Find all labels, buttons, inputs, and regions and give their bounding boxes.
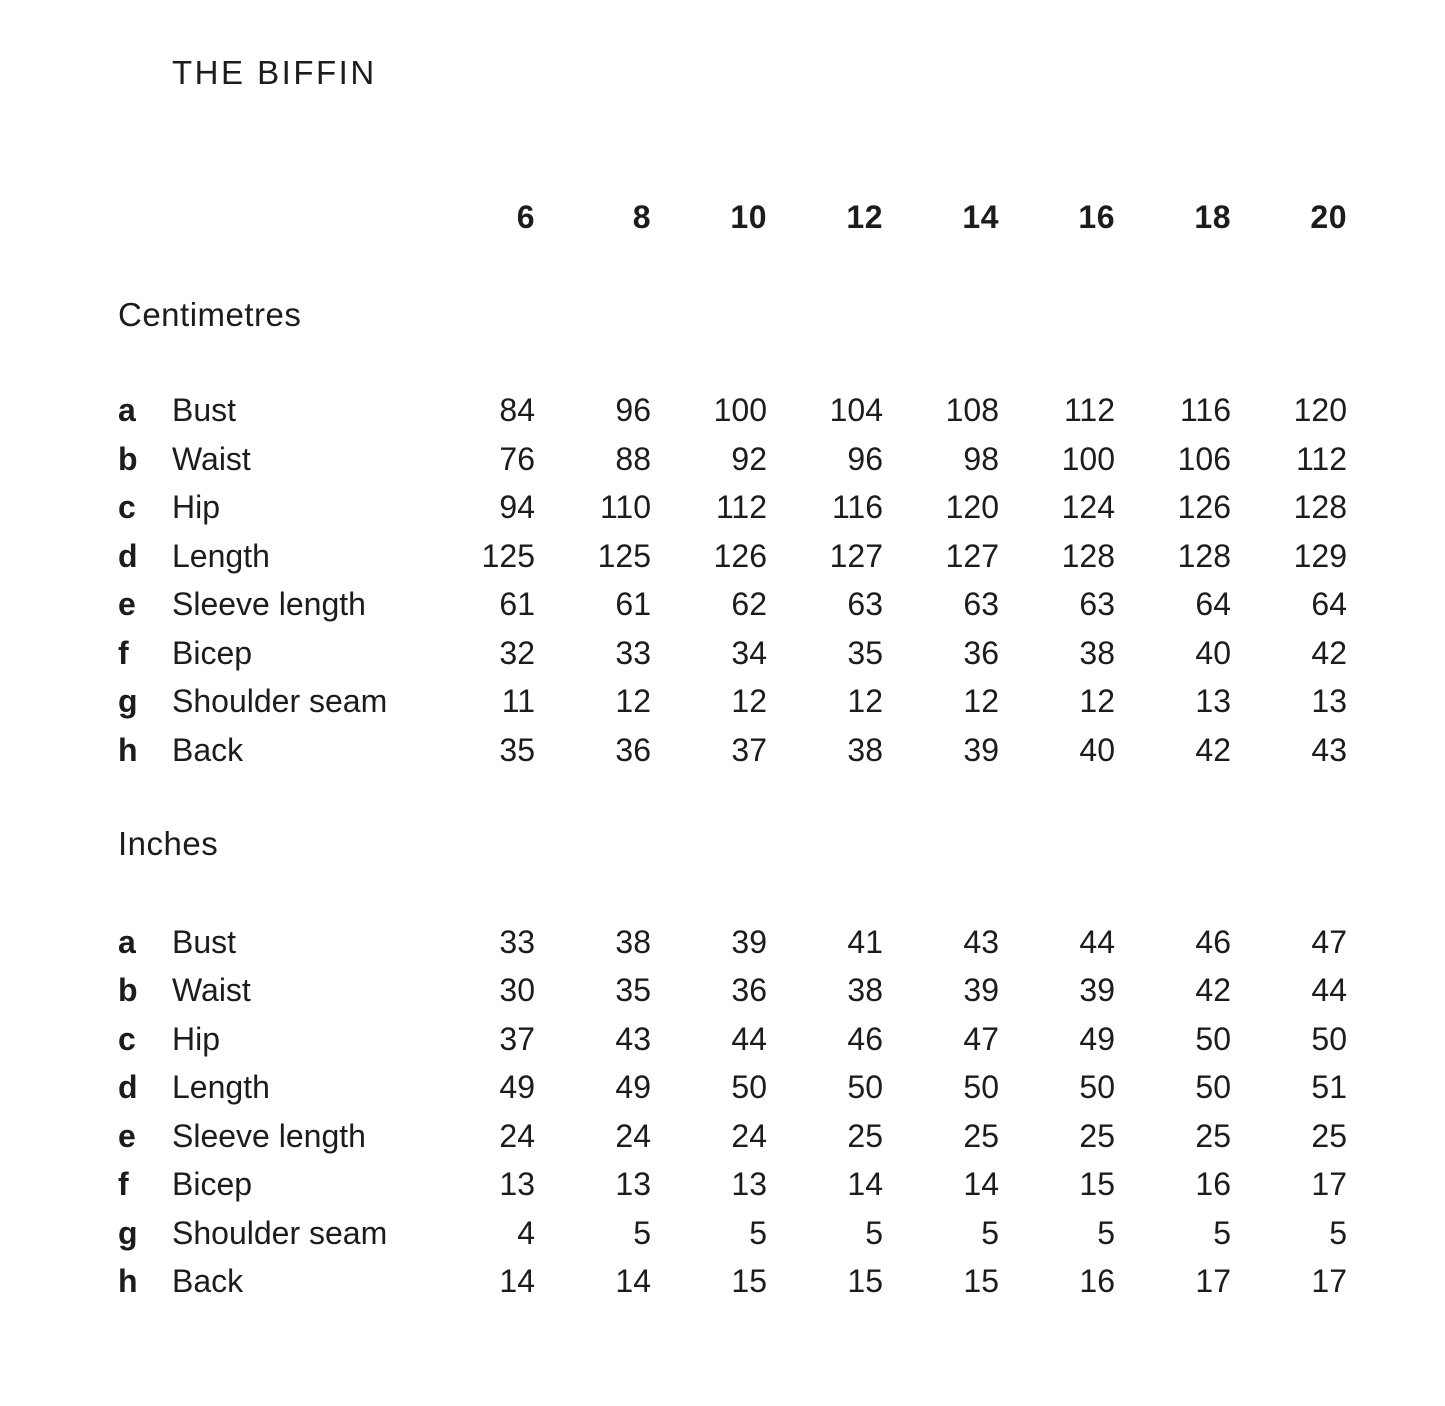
measurement-value: 34 [731, 634, 767, 671]
measurement-row [118, 918, 1445, 967]
measurement-row [118, 1015, 1445, 1064]
measurement-value: 96 [847, 440, 883, 477]
measurement-value: 43 [1311, 731, 1347, 768]
size-column-header: 10 [730, 199, 767, 235]
measurement-value: 43 [963, 923, 999, 960]
section-label: Inches [118, 825, 219, 862]
measurement-value: 25 [1195, 1117, 1231, 1154]
row-label: Bicep [172, 1166, 253, 1202]
measurement-value: 24 [731, 1117, 767, 1154]
measurement-value: 49 [615, 1069, 651, 1105]
measurement-value: 25 [847, 1117, 883, 1154]
measurement-value: 39 [963, 972, 999, 1008]
measurement-value: 38 [847, 731, 883, 768]
row-label: Sleeve length [172, 586, 366, 622]
measurement-value: 33 [499, 923, 535, 960]
measurement-value: 15 [963, 1263, 999, 1299]
measurement-value: 126 [713, 537, 767, 574]
measurement-value: 46 [847, 1020, 883, 1057]
measurement-value: 98 [963, 440, 999, 477]
row-label: Length [172, 537, 270, 574]
measurement-value: 49 [1079, 1020, 1115, 1057]
measurement-value: 47 [1311, 923, 1347, 960]
measurement-row [118, 1209, 1445, 1258]
measurement-value: 36 [731, 972, 767, 1008]
measurement-value: 126 [1177, 489, 1231, 525]
row-letter: d [118, 1069, 138, 1105]
row-letter: b [118, 972, 138, 1008]
measurement-value: 124 [1061, 489, 1115, 525]
measurement-value: 104 [829, 392, 883, 428]
measurement-row [118, 386, 1445, 435]
measurement-value: 17 [1311, 1166, 1347, 1202]
measurement-value: 46 [1195, 923, 1231, 960]
measurement-row [118, 483, 1445, 532]
measurement-row [118, 532, 1445, 581]
measurement-value: 39 [963, 731, 999, 768]
measurement-value: 13 [499, 1166, 535, 1202]
measurement-row [118, 677, 1445, 726]
measurement-value: 32 [499, 634, 535, 671]
measurement-value: 108 [945, 392, 999, 428]
row-label: Bust [172, 392, 237, 428]
measurement-value: 13 [615, 1166, 651, 1202]
measurement-value: 14 [963, 1166, 999, 1202]
size-column-header: 6 [516, 199, 535, 235]
row-letter: g [118, 683, 138, 719]
measurement-value: 16 [1079, 1263, 1115, 1299]
measurement-value: 12 [615, 683, 651, 719]
row-letter: h [118, 731, 138, 768]
row-letter: a [118, 923, 136, 960]
measurement-value: 36 [963, 634, 999, 671]
measurement-value: 35 [847, 634, 883, 671]
measurement-value: 11 [501, 683, 535, 719]
row-letter: f [118, 634, 129, 671]
measurement-value: 61 [615, 586, 651, 622]
row-label: Bust [172, 923, 237, 960]
measurement-value: 47 [963, 1020, 999, 1057]
measurement-value: 44 [731, 1020, 767, 1057]
measurement-value: 128 [1177, 537, 1231, 574]
row-label: Hip [172, 489, 221, 525]
measurement-value: 5 [749, 1214, 767, 1251]
measurement-value: 50 [1195, 1020, 1231, 1057]
section-centimetres [118, 291, 1445, 775]
measurement-rows [118, 386, 1445, 774]
measurement-value: 12 [1079, 683, 1115, 719]
measurement-value: 24 [615, 1117, 651, 1154]
measurement-value: 43 [615, 1020, 651, 1057]
measurement-value: 125 [597, 537, 651, 574]
measurement-value: 64 [1311, 586, 1347, 622]
size-chart [118, 291, 1445, 1306]
size-column-header: 18 [1194, 199, 1231, 235]
measurement-row [118, 726, 1445, 775]
row-letter: e [118, 1117, 136, 1154]
row-letter: h [118, 1263, 138, 1299]
row-label: Back [172, 731, 244, 768]
measurement-value: 25 [1311, 1117, 1347, 1154]
measurement-value: 116 [831, 489, 883, 525]
measurement-value: 37 [731, 731, 767, 768]
measurement-value: 40 [1195, 634, 1231, 671]
row-letter: a [118, 392, 136, 428]
measurement-value: 12 [847, 683, 883, 719]
measurement-value: 16 [1195, 1166, 1231, 1202]
measurement-value: 15 [847, 1263, 883, 1299]
row-label: Waist [172, 440, 251, 477]
row-label: Length [172, 1069, 270, 1105]
measurement-value: 112 [715, 489, 767, 525]
measurement-row [118, 629, 1445, 678]
measurement-value: 106 [1177, 440, 1231, 477]
measurement-value: 33 [615, 634, 651, 671]
measurement-value: 50 [1195, 1069, 1231, 1105]
measurement-value: 62 [731, 586, 767, 622]
page-title: THE BIFFIN [172, 54, 377, 91]
row-letter: g [118, 1214, 138, 1251]
section-label: Centimetres [118, 295, 302, 333]
measurement-value: 13 [1195, 683, 1231, 719]
measurement-value: 50 [963, 1069, 999, 1105]
measurement-value: 25 [963, 1117, 999, 1154]
measurement-value: 44 [1311, 972, 1347, 1008]
measurement-value: 5 [633, 1214, 651, 1251]
measurement-value: 42 [1195, 731, 1231, 768]
measurement-value: 94 [499, 489, 535, 525]
measurement-value: 35 [499, 731, 535, 768]
measurement-value: 88 [615, 440, 651, 477]
measurement-value: 17 [1311, 1263, 1347, 1299]
measurement-value: 44 [1079, 923, 1115, 960]
measurement-value: 84 [499, 392, 535, 428]
measurement-value: 24 [499, 1117, 535, 1154]
measurement-value: 50 [731, 1069, 767, 1105]
measurement-value: 50 [847, 1069, 883, 1105]
size-column-header: 8 [632, 199, 651, 235]
measurement-value: 39 [731, 923, 767, 960]
row-label: Shoulder seam [172, 1214, 388, 1251]
measurement-value: 120 [1293, 392, 1347, 428]
section-inches [118, 820, 1445, 1306]
measurement-rows [118, 918, 1445, 1306]
size-column-header: 14 [962, 199, 999, 235]
measurement-value: 13 [731, 1166, 767, 1202]
measurement-value: 35 [615, 972, 651, 1008]
row-letter: b [118, 440, 138, 477]
measurement-row [118, 966, 1445, 1015]
measurement-value: 14 [847, 1166, 883, 1202]
measurement-value: 39 [1079, 972, 1115, 1008]
measurement-row [118, 1112, 1445, 1161]
measurement-value: 41 [847, 923, 883, 960]
measurement-value: 5 [1329, 1214, 1347, 1251]
measurement-value: 37 [499, 1020, 535, 1057]
size-header-row [118, 193, 1445, 242]
row-label: Hip [172, 1020, 221, 1057]
measurement-row [118, 1257, 1445, 1306]
measurement-value: 110 [599, 489, 651, 525]
measurement-value: 128 [1293, 489, 1347, 525]
measurement-value: 15 [1079, 1166, 1115, 1202]
size-column-header: 16 [1078, 199, 1115, 235]
measurement-row [118, 580, 1445, 629]
measurement-value: 61 [499, 586, 535, 622]
measurement-value: 63 [1079, 586, 1115, 622]
row-letter: f [118, 1166, 129, 1202]
size-column-header: 20 [1310, 199, 1347, 235]
measurement-value: 127 [829, 537, 883, 574]
measurement-value: 38 [1079, 634, 1115, 671]
measurement-value: 38 [615, 923, 651, 960]
row-label: Back [172, 1263, 244, 1299]
row-letter: c [118, 1020, 136, 1057]
row-label: Sleeve length [172, 1117, 366, 1154]
measurement-value: 129 [1293, 537, 1347, 574]
measurement-row [118, 1063, 1445, 1112]
row-letter: e [118, 586, 136, 622]
measurement-value: 96 [615, 392, 651, 428]
measurement-value: 12 [731, 683, 767, 719]
measurement-value: 128 [1061, 537, 1115, 574]
measurement-value: 64 [1195, 586, 1231, 622]
measurement-value: 42 [1311, 634, 1347, 671]
row-letter: c [118, 489, 136, 525]
measurement-row [118, 1160, 1445, 1209]
measurement-value: 4 [517, 1214, 535, 1251]
measurement-value: 63 [963, 586, 999, 622]
measurement-value: 127 [945, 537, 999, 574]
measurement-row [118, 435, 1445, 484]
measurement-value: 13 [1311, 683, 1347, 719]
measurement-value: 40 [1079, 731, 1115, 768]
measurement-value: 38 [847, 972, 883, 1008]
measurement-value: 36 [615, 731, 651, 768]
size-column-header: 12 [846, 199, 883, 235]
measurement-value: 15 [731, 1263, 767, 1299]
measurement-value: 17 [1195, 1263, 1231, 1299]
measurement-value: 112 [1295, 440, 1347, 477]
measurement-value: 120 [945, 489, 999, 525]
row-label: Waist [172, 972, 251, 1008]
measurement-value: 49 [499, 1069, 535, 1105]
measurement-value: 14 [499, 1263, 535, 1299]
measurement-value: 50 [1311, 1020, 1347, 1057]
measurement-value: 112 [1063, 392, 1115, 428]
measurement-value: 92 [731, 440, 767, 477]
measurement-value: 25 [1079, 1117, 1115, 1154]
measurement-value: 12 [963, 683, 999, 719]
measurement-value: 63 [847, 586, 883, 622]
measurement-value: 30 [499, 972, 535, 1008]
row-label: Bicep [172, 634, 253, 671]
measurement-value: 100 [713, 392, 767, 428]
measurement-value: 100 [1061, 440, 1115, 477]
row-label: Shoulder seam [172, 683, 388, 719]
measurement-value: 76 [499, 440, 535, 477]
row-letter: d [118, 537, 138, 574]
measurement-value: 125 [481, 537, 535, 574]
measurement-value: 5 [1213, 1214, 1231, 1251]
measurement-value: 116 [1179, 392, 1231, 428]
measurement-value: 5 [981, 1214, 999, 1251]
measurement-value: 50 [1079, 1069, 1115, 1105]
measurement-value: 5 [865, 1214, 883, 1251]
measurement-value: 42 [1195, 972, 1231, 1008]
measurement-value: 5 [1097, 1214, 1115, 1251]
measurement-value: 51 [1311, 1069, 1347, 1105]
measurement-value: 14 [615, 1263, 651, 1299]
